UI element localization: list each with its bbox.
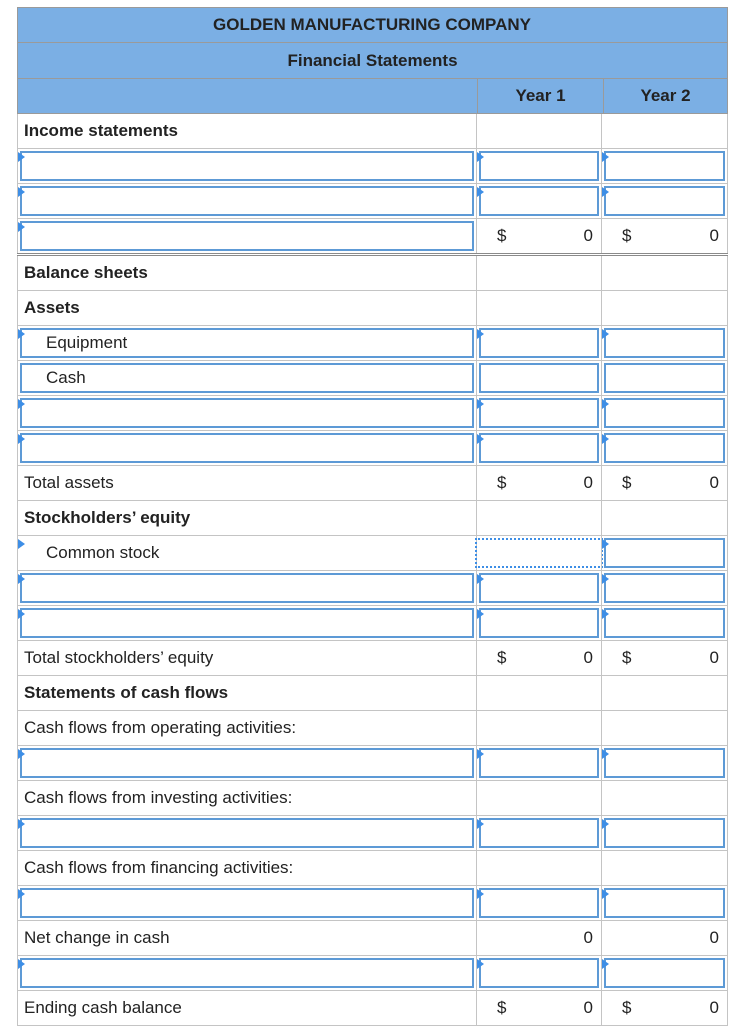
ending-cash-y2: 0	[709, 998, 719, 1017]
table-row	[17, 676, 728, 711]
income-y1-input-1[interactable]	[479, 151, 599, 181]
dropdown-marker-icon	[602, 152, 609, 162]
cash-y1-input[interactable]	[479, 363, 599, 393]
cash-label: Cash	[46, 368, 86, 387]
dropdown-marker-icon	[18, 187, 25, 197]
dropdown-marker-icon	[477, 152, 484, 162]
table-row	[17, 291, 728, 326]
net-change-cash-y1: 0	[583, 928, 593, 947]
dropdown-marker-icon	[602, 434, 609, 444]
investing-label-dropdown[interactable]	[20, 818, 474, 848]
dropdown-marker-icon	[18, 819, 25, 829]
cf-investing-label: Cash flows from investing activities:	[24, 788, 293, 807]
asset-y1-input-1[interactable]	[479, 398, 599, 428]
table-row	[17, 396, 728, 431]
cash-y2-input[interactable]	[604, 363, 725, 393]
operating-y2-input[interactable]	[604, 748, 725, 778]
dropdown-marker-icon	[18, 749, 25, 759]
asset-label-dropdown-2[interactable]	[20, 433, 474, 463]
dropdown-marker-icon	[477, 434, 484, 444]
section-cash-flows: Statements of cash flows	[24, 683, 229, 702]
label-column-header	[18, 79, 477, 113]
dropdown-marker-icon	[18, 889, 25, 899]
net-change-cash-y2: 0	[709, 928, 719, 947]
equity-y1-input-1[interactable]	[479, 573, 599, 603]
income-y1-input-2[interactable]	[479, 186, 599, 216]
table-row	[17, 571, 728, 606]
dropdown-marker-icon	[18, 434, 25, 444]
table-row	[17, 606, 728, 641]
dropdown-marker-icon	[602, 399, 609, 409]
statements-subtitle: Financial Statements	[18, 42, 727, 78]
table-row	[17, 536, 728, 571]
table-row	[17, 886, 728, 921]
beginning-cash-label-dropdown[interactable]	[20, 958, 474, 988]
dropdown-marker-icon	[477, 959, 484, 969]
cf-financing-label: Cash flows from financing activities:	[24, 858, 294, 877]
dropdown-marker-icon	[602, 187, 609, 197]
table-row	[17, 326, 728, 361]
dropdown-marker-icon	[18, 609, 25, 619]
total-stockholders-equity-label: Total stockholders’ equity	[24, 648, 214, 667]
asset-y2-input-1[interactable]	[604, 398, 725, 428]
assets-heading: Assets	[24, 298, 80, 317]
investing-y2-input[interactable]	[604, 818, 725, 848]
equity-y2-input-1[interactable]	[604, 573, 725, 603]
dropdown-marker-icon	[477, 574, 484, 584]
table-row	[17, 641, 728, 676]
total-assets-label: Total assets	[24, 473, 114, 492]
dropdown-marker-icon	[477, 329, 484, 339]
table-row	[17, 114, 728, 149]
income-y2-input-2[interactable]	[604, 186, 725, 216]
total-assets-y2: 0	[709, 473, 719, 492]
equity-label-dropdown-2[interactable]	[20, 608, 474, 638]
asset-y1-input-2[interactable]	[479, 433, 599, 463]
asset-y2-input-2[interactable]	[604, 433, 725, 463]
company-name: GOLDEN MANUFACTURING COMPANY	[213, 15, 531, 34]
table-row	[17, 361, 728, 396]
cash-field	[20, 363, 474, 393]
dollar-sign: $	[622, 226, 632, 245]
net-change-cash-label: Net change in cash	[24, 928, 170, 947]
year-1-header: Year 1	[477, 79, 603, 113]
common-stock-label: Common stock	[46, 543, 160, 562]
equipment-y2-input[interactable]	[604, 328, 725, 358]
table-row	[17, 851, 728, 886]
beginning-cash-y2-input[interactable]	[604, 958, 725, 988]
ending-cash-label: Ending cash balance	[24, 998, 182, 1017]
dropdown-marker-icon	[477, 749, 484, 759]
dollar-sign: $	[497, 998, 507, 1017]
income-label-dropdown-2[interactable]	[20, 186, 474, 216]
year-2-header: Year 2	[603, 79, 727, 113]
section-balance-sheets: Balance sheets	[24, 263, 148, 282]
column-headers	[18, 78, 727, 113]
equity-label-dropdown-1[interactable]	[20, 573, 474, 603]
dollar-sign: $	[622, 998, 632, 1017]
table-row	[17, 991, 728, 1026]
ending-cash-y1: 0	[583, 998, 593, 1017]
dropdown-marker-icon	[602, 329, 609, 339]
equity-y2-input-2[interactable]	[604, 608, 725, 638]
dropdown-marker-icon	[18, 574, 25, 584]
dollar-sign: $	[622, 473, 632, 492]
dropdown-marker-icon	[477, 819, 484, 829]
dollar-sign: $	[497, 648, 507, 667]
common-stock-y1-input-focused[interactable]	[475, 538, 603, 568]
table-row	[17, 501, 728, 536]
total-equity-y2: 0	[709, 648, 719, 667]
dropdown-marker-icon	[602, 609, 609, 619]
common-stock-y2-input[interactable]	[604, 538, 725, 568]
table-row	[17, 816, 728, 851]
equity-y1-input-2[interactable]	[479, 608, 599, 638]
financing-y2-input[interactable]	[604, 888, 725, 918]
table-row	[17, 781, 728, 816]
income-y2-input-1[interactable]	[604, 151, 725, 181]
dropdown-marker-icon	[602, 749, 609, 759]
investing-y1-input[interactable]	[479, 818, 599, 848]
total-equity-y1: 0	[583, 648, 593, 667]
dropdown-marker-icon	[477, 889, 484, 899]
section-income-statements: Income statements	[24, 121, 178, 140]
beginning-cash-y1-input[interactable]	[479, 958, 599, 988]
table-row	[17, 466, 728, 501]
equipment-y1-input[interactable]	[479, 328, 599, 358]
dollar-sign: $	[497, 473, 507, 492]
dropdown-marker-icon	[477, 187, 484, 197]
table-header	[17, 7, 728, 114]
table-row	[17, 219, 728, 256]
operating-label-dropdown[interactable]	[20, 748, 474, 778]
asset-label-dropdown-1[interactable]	[20, 398, 474, 428]
dropdown-marker-icon	[602, 889, 609, 899]
equipment-label: Equipment	[46, 333, 128, 352]
dropdown-marker-icon	[18, 222, 25, 232]
dropdown-marker-icon	[602, 574, 609, 584]
table-row	[17, 921, 728, 956]
table-row	[17, 431, 728, 466]
dollar-sign: $	[497, 226, 507, 245]
dropdown-marker-icon	[477, 609, 484, 619]
dropdown-marker-icon	[477, 399, 484, 409]
dropdown-marker-icon	[602, 959, 609, 969]
income-label-dropdown-1[interactable]	[20, 151, 474, 181]
dropdown-marker-icon	[18, 539, 25, 549]
dropdown-marker-icon	[602, 819, 609, 829]
dropdown-marker-icon	[18, 329, 25, 339]
table-row	[17, 256, 728, 291]
dollar-sign: $	[622, 648, 632, 667]
table-row	[17, 746, 728, 781]
financial-statements-table	[17, 7, 728, 1026]
table-row	[17, 711, 728, 746]
net-income-y2: 0	[709, 226, 719, 245]
cf-operating-label: Cash flows from operating activities:	[24, 718, 297, 737]
financing-y1-input[interactable]	[479, 888, 599, 918]
financing-label-dropdown[interactable]	[20, 888, 474, 918]
dropdown-marker-icon	[602, 539, 609, 549]
table-row	[17, 149, 728, 184]
dropdown-marker-icon	[18, 399, 25, 409]
net-income-y1: 0	[583, 226, 593, 245]
dropdown-marker-icon	[18, 152, 25, 162]
table-row	[17, 956, 728, 991]
operating-y1-input[interactable]	[479, 748, 599, 778]
total-assets-y1: 0	[583, 473, 593, 492]
net-income-label-dropdown[interactable]	[20, 221, 474, 251]
dropdown-marker-icon	[18, 959, 25, 969]
table-row	[17, 184, 728, 219]
stockholders-equity-heading: Stockholders’ equity	[24, 508, 191, 527]
